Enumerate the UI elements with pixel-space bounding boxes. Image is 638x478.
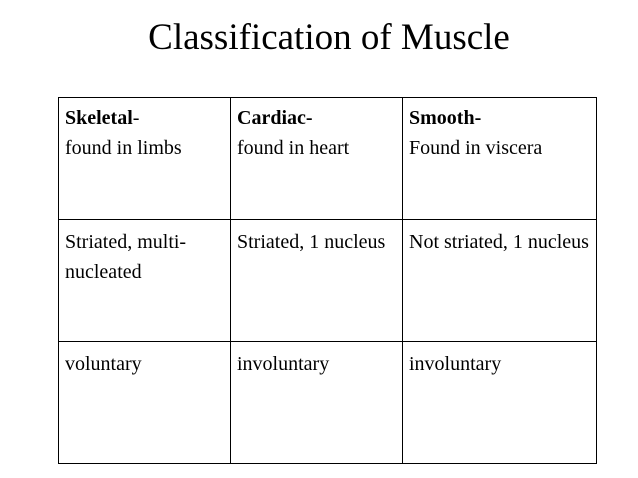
slide-title: Classification of Muscle xyxy=(148,17,510,58)
table-row-type-location xyxy=(59,98,597,220)
table-row-control xyxy=(59,342,597,464)
skeletal-structure: Striated, multi-nucleated xyxy=(65,231,187,283)
skeletal-type-label xyxy=(65,103,230,133)
cell-skeletal-header xyxy=(59,98,231,220)
cardiac-type-name: Cardiac- xyxy=(237,107,313,129)
skeletal-type-name: Skeletal xyxy=(65,107,133,129)
smooth-type-name: Smooth- xyxy=(409,107,482,129)
cell-smooth-header xyxy=(403,98,597,220)
cell-skeletal-structure xyxy=(59,220,231,342)
smooth-structure: Not striated, 1 nucleus xyxy=(409,231,589,253)
smooth-type-label xyxy=(409,103,596,133)
cell-smooth-structure xyxy=(403,220,597,342)
cell-cardiac-header xyxy=(231,98,403,220)
cell-cardiac-control xyxy=(231,342,403,464)
cell-cardiac-structure xyxy=(231,220,403,342)
skeletal-type-suffix: - xyxy=(132,107,140,129)
cardiac-type-label xyxy=(237,103,402,133)
smooth-location: Found in viscera xyxy=(409,137,543,159)
table-row-structure xyxy=(59,220,597,342)
cardiac-control: involuntary xyxy=(237,353,330,375)
smooth-control: involuntary xyxy=(409,353,502,375)
skeletal-control: voluntary xyxy=(65,353,142,375)
cell-skeletal-control xyxy=(59,342,231,464)
muscle-classification-table xyxy=(58,97,597,464)
cardiac-location: found in heart xyxy=(237,137,350,159)
cell-smooth-control xyxy=(403,342,597,464)
cardiac-structure: Striated, 1 nucleus xyxy=(237,231,386,253)
skeletal-location: found in limbs xyxy=(65,137,182,159)
